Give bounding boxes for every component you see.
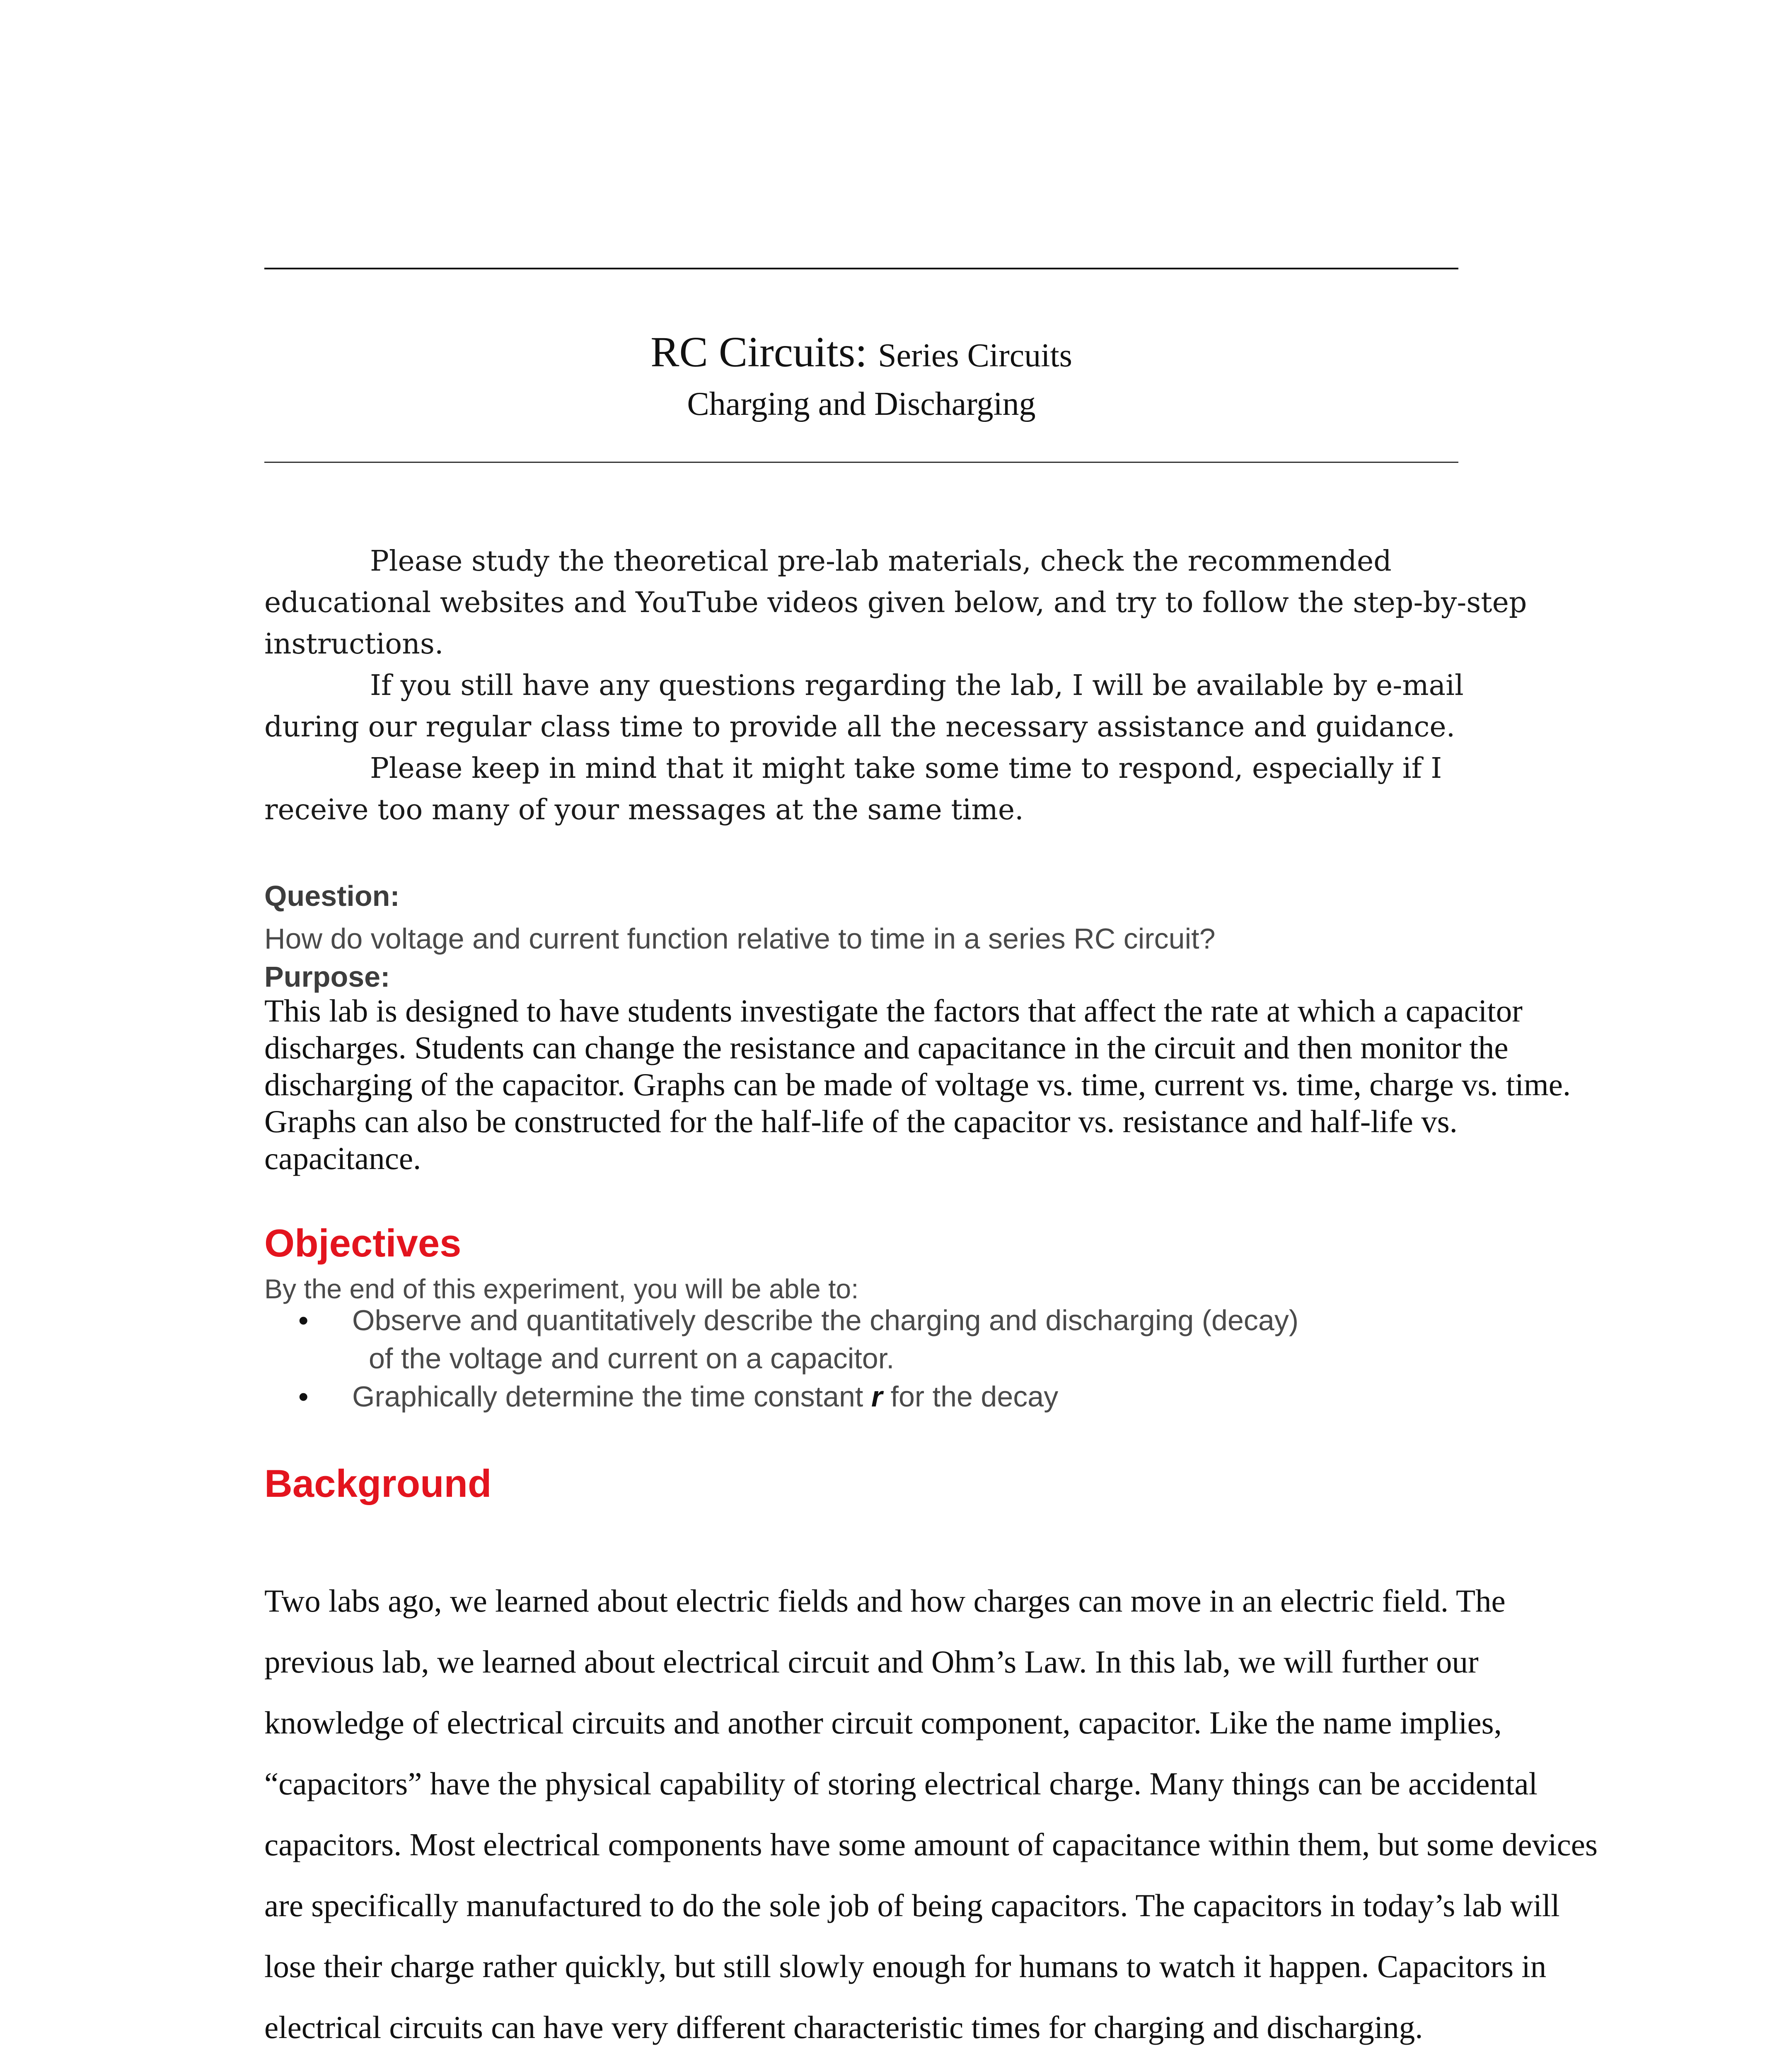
- bullet-icon: •: [298, 1380, 309, 1413]
- objective-1-line-1: Observe and quantitatively describe the charging and discharging (decay): [352, 1304, 1299, 1336]
- title-bottom-divider: [264, 462, 1458, 463]
- purpose-text: This lab is designed to have students investigate the factors that affect the rate at which a capacitor discharges. Students can change the resistance and capacitance in the circuit and then monitor the discharging of the capacitor. Graphs can be made of voltage vs. time, current vs. time, charge vs. time. Graphs can also be constructed for the half-life of the capacitor vs. resistance and half-life vs. capacitance.: [264, 993, 1571, 1176]
- objectives-list: [264, 1301, 1590, 1416]
- objectives-intro: By the end of this experiment, you will be able to:: [264, 1273, 859, 1304]
- intro-section: [264, 541, 1549, 831]
- objective-item: [264, 1377, 1590, 1416]
- intro-paragraph-1: Please study the theoretical pre-lab materials, check the recommended educational websites and YouTube videos given below, and try to follow the step-by-step instructions.: [264, 545, 1527, 661]
- intro-paragraph-2: If you still have any questions regarding the lab, I will be available by e-mail during our regular class time to provide all the necessary assistance and guidance.: [264, 669, 1464, 743]
- purpose-label: Purpose:: [264, 961, 390, 993]
- question-text: How do voltage and current function relative to time in a series RC circuit?: [264, 922, 1216, 955]
- document-subtitle: Charging and Discharging: [687, 386, 1036, 422]
- background-heading: Background: [264, 1462, 492, 1505]
- question-label: Question:: [264, 880, 400, 912]
- time-constant-symbol: r: [871, 1380, 883, 1413]
- objective-2-text-before: Graphically determine the time constant: [352, 1380, 863, 1413]
- objectives-heading: Objectives: [264, 1221, 462, 1265]
- top-divider: [264, 268, 1458, 269]
- objective-2-text-after: for the decay: [890, 1380, 1059, 1413]
- background-text: Two labs ago, we learned about electric fields and how charges can move in an electric field. The previous lab, we learned about electrical circuit and Ohm’s Law. In this lab, we will further our knowledge of electrical circuits and another circuit component, capacitor. Like the name implies, “capacitors” have the physical capability of storing electrical charge. Many things can be accidental capacitors. Most electrical components have some amount of capacitance within them, but some devices are specifically manufactured to do the sole job of being capacitors. The capacitors in today’s lab will lose their charge rather quickly, but still slowly enough for humans to watch it happen. Capacitors in electrical circuits can have very different characteristic times for charging and discharging.: [264, 1583, 1598, 2045]
- objective-item: [264, 1301, 1590, 1377]
- document-title: [264, 327, 1458, 380]
- objective-1-line-2: of the voltage and current on a capacitor.: [369, 1342, 894, 1375]
- bullet-icon: •: [298, 1304, 309, 1336]
- intro-paragraph-3: Please keep in mind that it might take some time to respond, especially if I receive too many of your messages at the same time.: [264, 752, 1442, 826]
- title-inline-subtitle: Series Circuits: [878, 337, 1072, 374]
- title-main-text: RC Circuits:: [650, 328, 868, 376]
